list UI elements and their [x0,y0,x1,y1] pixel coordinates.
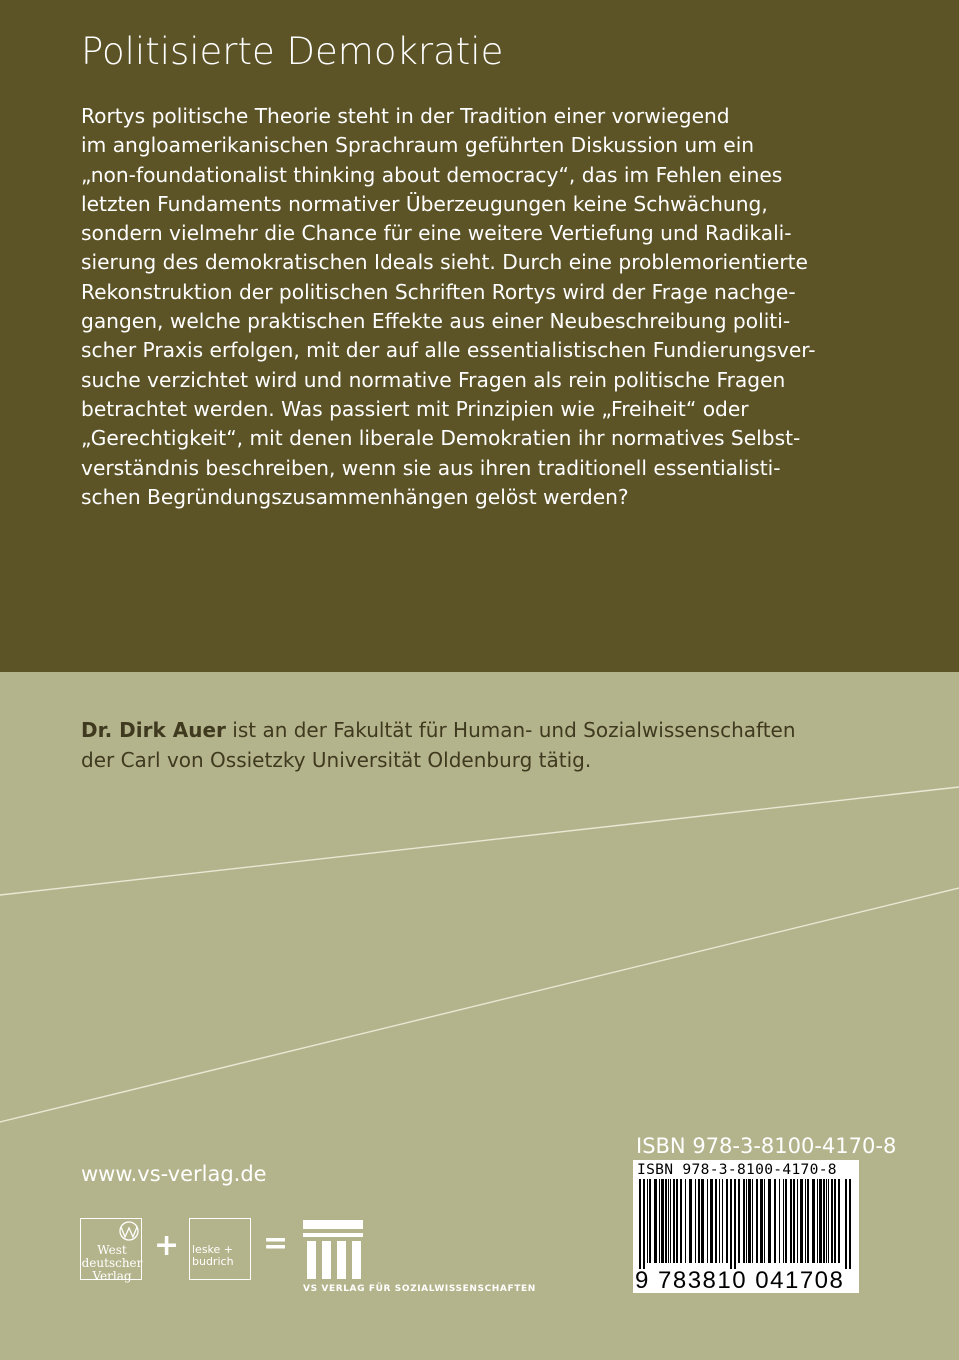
barcode-bar [726,1179,728,1263]
barcode-bar [673,1179,675,1263]
blurb-line: sondern vielmehr die Chance für eine weitere Vertiefung und Radikali- [81,221,792,246]
barcode-bar [764,1179,765,1263]
barcode-bar [760,1179,763,1263]
barcode-bar [826,1179,827,1263]
barcode-bar [689,1179,692,1263]
barcode-bar [838,1179,840,1263]
logo-text-line: leske + [192,1243,234,1256]
barcode-bar [797,1179,798,1263]
blurb-line: Rortys politische Theorie steht in der Tradition einer vorwiegend [81,104,730,128]
barcode-bar [845,1179,847,1269]
barcode-bar [698,1179,700,1263]
blurb-line: „non-foundationalist thinking about democracy“, das im Fehlen eines [81,162,783,187]
blurb-line: „Gerechtigkeit“, mit denen liberale Demokratien ihr normatives Selbst- [81,426,801,451]
barcode-bar [783,1179,784,1263]
blurb-line: verständnis beschreiben, wenn sie aus ihren traditionell essentialisti- [81,455,781,480]
barcode-bar [730,1179,732,1269]
blurb-line: scher Praxis erfolgen, mit der auf alle essentialistischen Fundierungsver- [81,338,816,363]
equals-sign: = [263,1226,289,1261]
barcode [633,1160,859,1293]
barcode-bar [828,1179,829,1263]
barcode-bar [654,1179,657,1263]
decorative-line [0,787,959,895]
barcode-bar [643,1179,645,1269]
barcode-bar [715,1179,717,1263]
barcode-bar [685,1179,686,1263]
leske-budrich-text [192,1244,234,1268]
barcode-bar [756,1179,758,1263]
barcode-bar [812,1179,815,1263]
barcode-bar [668,1179,669,1263]
blurb-line: schen Begründungszusammenhängen gelöst werden? [81,484,629,509]
blurb-line: gangen, welche praktischen Effekte aus einer Neubeschreibung politi- [81,309,791,334]
barcode-bar [743,1179,745,1263]
barcode-bar [779,1179,780,1263]
barcode-bar [734,1179,736,1269]
barcode-bar [710,1179,713,1263]
barcode-bar [819,1179,822,1263]
barcode-bar [722,1179,723,1263]
barcode-bar [817,1179,818,1263]
barcode-bar [807,1179,809,1263]
barcode-bar [790,1179,792,1263]
blurb-line: betrachtet werden. Was passiert mit Prinzipien wie „Freiheit“ oder [81,396,749,421]
barcode-bar [647,1179,648,1263]
barcode-bar [738,1179,740,1263]
vs-verlag-logo-icon [303,1220,365,1280]
barcode-bar [670,1179,671,1263]
logo-text-line: budrich [192,1255,234,1268]
author-name: Dr. Dirk Auer [81,718,226,742]
barcode-bar [793,1179,795,1263]
book-title: Politisierte Demokratie [81,30,504,73]
barcode-bar [680,1179,682,1263]
barcode-bar [768,1179,771,1263]
vs-verlag-text: VS VERLAG FÜR SOZIALWISSENSCHAFTEN [303,1284,536,1294]
barcode-bar [719,1179,720,1263]
barcode-bar [707,1179,708,1263]
plus-sign: + [154,1228,180,1263]
barcode-bar [785,1179,787,1263]
ean-number: 9 783810 041708 [635,1267,845,1294]
barcode-bar [748,1179,751,1263]
barcode-bar [831,1179,833,1263]
blurb-text [81,102,881,512]
isbn-label: ISBN 978-3-8100-4170-8 [636,1134,897,1158]
barcode-bar [834,1179,836,1263]
blurb-line: im angloamerikanischen Sprachraum geführten Diskussion um ein [81,133,755,158]
logo-text-line: Verlag [92,1269,132,1283]
author-bio-rest: ist an der Fakultät für Human- und Sozialwissenschaften [225,718,796,742]
barcode-bar [805,1179,806,1263]
blurb-line: Rekonstruktion der politischen Schriften Rortys wird der Frage nachge- [81,279,796,304]
barcode-bar [659,1179,660,1263]
blurb-line: sierung des demokratischen Ideals sieht. Durch eine problemorientierte [81,250,808,275]
logo-text-line: West [97,1243,127,1257]
publisher-website[interactable]: www.vs-verlag.de [81,1162,267,1186]
barcode-bar [746,1179,747,1263]
logo-text-line: deutscher [81,1256,143,1270]
barcode-bar [661,1179,664,1263]
blurb-line: letzten Fundaments normativer Überzeugungen keine Schwächung, [81,191,768,216]
westdeutscher-verlag-text [80,1244,144,1283]
barcode-bar [823,1179,825,1263]
barcode-bar [701,1179,704,1263]
barcode-bar [695,1179,696,1263]
barcode-bar [800,1179,803,1263]
barcode-bar [752,1179,753,1263]
barcode-isbn-text: ISBN 978-3-8100-4170-8 [637,1161,837,1178]
barcode-bar [849,1179,851,1269]
decorative-line [0,888,959,1122]
barcode-bar [639,1179,641,1269]
barcode-bar [774,1179,776,1263]
blurb-line: suche verzichtet wird und normative Fragen als rein politische Fragen [81,367,786,392]
barcode-bar [649,1179,651,1263]
barcode-bars [639,1179,853,1269]
author-bio-line: der Carl von Ossietzky Universität Oldenburg tätig. [81,748,592,772]
barcode-bar [676,1179,678,1263]
barcode-bar [665,1179,667,1263]
